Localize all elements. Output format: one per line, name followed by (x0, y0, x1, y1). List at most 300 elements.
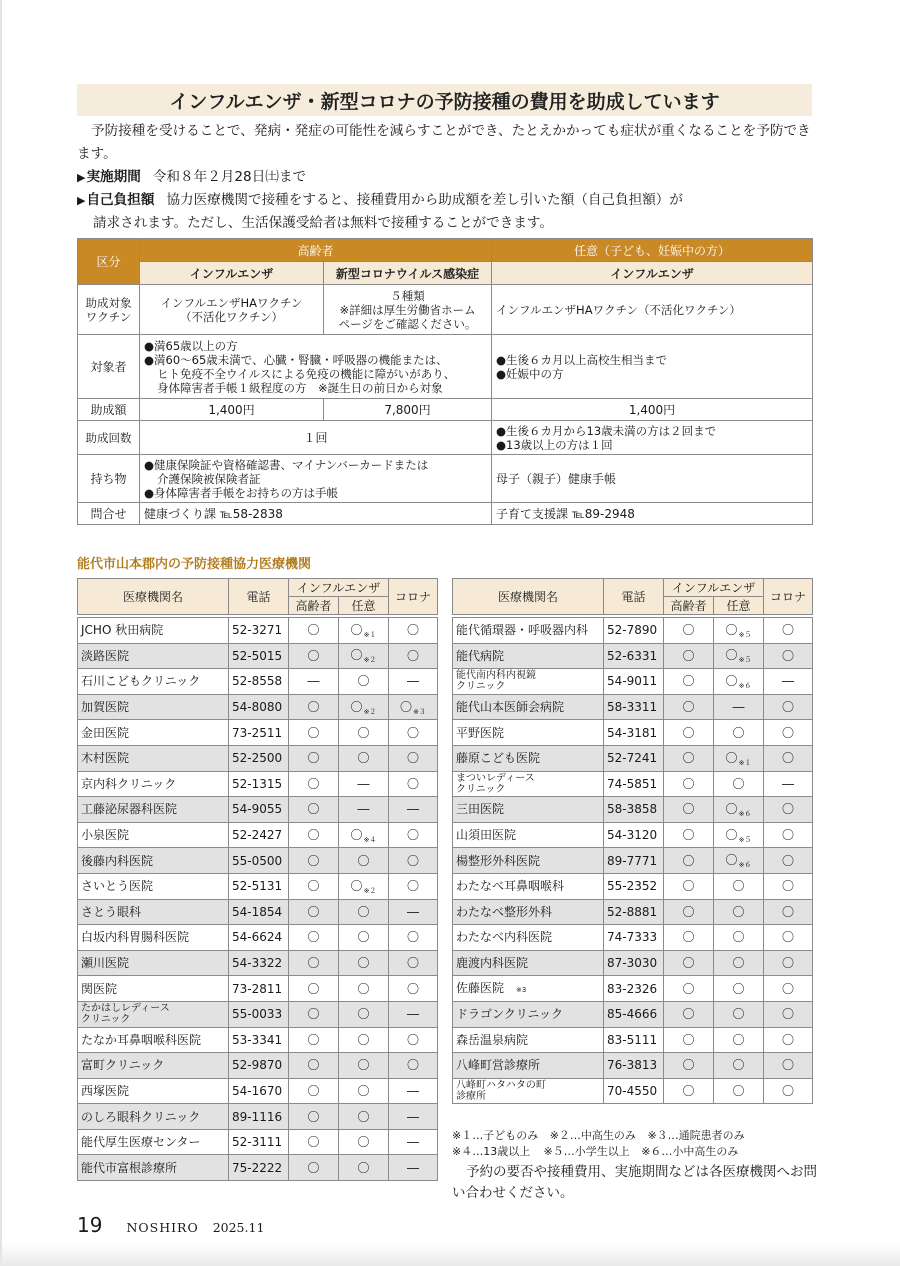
cell-items-optional: 母子（親子）健康手帳 (492, 455, 813, 503)
clinic-name (78, 1078, 229, 1104)
table-row (453, 618, 813, 644)
clinic-name-line: 白坂内科胃腸科医院 (81, 930, 190, 945)
availability-elderly (664, 1053, 714, 1079)
circle-mark-icon: 〇 (781, 648, 794, 663)
availability-note: ※５ (738, 656, 752, 665)
cell-count-optional (492, 421, 813, 455)
clinic-name (78, 899, 229, 925)
availability-elderly (289, 1129, 339, 1155)
clinic-tel: 54-3181 (604, 720, 664, 746)
availability-covid (764, 822, 813, 848)
clinic-tel: 52-3271 (229, 618, 289, 644)
dash-mark-icon: ― (407, 802, 419, 817)
circle-mark-icon: 〇 (725, 648, 738, 663)
clinic-name (453, 873, 604, 899)
clinic-tel: 52-7241 (604, 745, 664, 771)
clinic-tel: 83-5111 (604, 1027, 664, 1053)
clinic-tel: 74-7333 (604, 925, 664, 951)
clinic-name-line: 平野医院 (456, 725, 505, 740)
availability-optional (714, 669, 764, 695)
row-vaccine (78, 285, 813, 335)
circle-mark-icon: 〇 (406, 751, 419, 766)
table-row (78, 1104, 438, 1130)
issue-date: 2025.11 (212, 1220, 265, 1235)
circle-mark-icon: 〇 (350, 622, 363, 637)
clinic-tel: 55-0500 (229, 848, 289, 874)
header-elderly: 高齢者 (664, 597, 714, 615)
row-count (78, 421, 813, 455)
circle-mark-icon: 〇 (357, 930, 370, 945)
availability-optional (714, 1053, 764, 1079)
circle-mark-icon: 〇 (400, 699, 413, 714)
availability-note: ※６ (738, 809, 752, 818)
availability-optional (339, 976, 389, 1002)
clinic-tel: 52-2427 (229, 822, 289, 848)
availability-elderly (289, 643, 339, 669)
clinic-tel: 87-3030 (604, 950, 664, 976)
circle-mark-icon: 〇 (357, 1135, 370, 1150)
circle-mark-icon: 〇 (406, 828, 419, 843)
availability-optional (339, 669, 389, 695)
row-label-amount: 助成額 (78, 399, 140, 421)
availability-note: ※６ (738, 681, 752, 690)
clinic-tel: 52-2500 (229, 745, 289, 771)
availability-note: ※３ (413, 707, 426, 716)
clinic-tel: 55-2352 (604, 873, 664, 899)
cost-label: 自己負担額 (86, 192, 155, 208)
circle-mark-icon: 〇 (406, 1058, 419, 1073)
circle-mark-icon: 〇 (781, 956, 794, 971)
header-optional: 任意（子ども、妊娠中の方） (492, 239, 813, 262)
availability-covid (389, 976, 438, 1002)
circle-mark-icon: 〇 (682, 879, 695, 894)
table-row (453, 694, 813, 720)
dash-mark-icon: ― (407, 1109, 419, 1124)
circle-mark-icon: 〇 (307, 648, 320, 663)
dash-mark-icon: ― (782, 776, 794, 791)
availability-covid (764, 1027, 813, 1053)
clinic-tel: 52-5015 (229, 643, 289, 669)
clinic-name-line: 瀬川医院 (81, 956, 130, 971)
clinic-name-line: 金田医院 (81, 725, 130, 740)
clinic-name-line: 佐藤医院 (456, 980, 505, 995)
availability-elderly (289, 1027, 339, 1053)
footnote: ※６…小中高生のみ (641, 1145, 739, 1158)
row-contact (78, 503, 813, 525)
availability-covid (389, 1053, 438, 1079)
clinic-tel: 54-1670 (229, 1078, 289, 1104)
intro-section (77, 120, 817, 235)
availability-optional (339, 618, 389, 644)
availability-covid (389, 950, 438, 976)
clinic-name (453, 1027, 604, 1053)
availability-note: ※２ (363, 707, 377, 716)
availability-optional (714, 1027, 764, 1053)
header-elderly: 高齢者 (140, 239, 492, 262)
availability-covid (389, 669, 438, 695)
clinic-tel: 52-8881 (604, 899, 664, 925)
availability-optional (714, 950, 764, 976)
availability-note: ※１ (363, 630, 377, 639)
availability-covid (764, 720, 813, 746)
clinic-name (78, 1001, 229, 1027)
circle-mark-icon: 〇 (406, 623, 419, 638)
circle-mark-icon: 〇 (307, 1160, 320, 1175)
cell-vaccine-optional: インフルエンザHAワクチン（不活化ワクチン） (492, 285, 813, 335)
availability-covid (389, 1155, 438, 1181)
clinic-name (78, 720, 229, 746)
circle-mark-icon: 〇 (725, 827, 738, 842)
circle-mark-icon: 〇 (357, 904, 370, 919)
dash-mark-icon: ― (357, 802, 370, 817)
availability-elderly (664, 618, 714, 644)
clinic-name (78, 694, 229, 720)
header-optional: 任意 (714, 597, 764, 615)
clinic-name (78, 822, 229, 848)
table-row (453, 745, 813, 771)
dash-mark-icon: ― (407, 904, 419, 919)
clinic-name-line: さとう眼科 (81, 904, 142, 919)
cell-amount-optional: 1,400円 (492, 399, 813, 421)
triangle-bullet-icon: ▶ (77, 194, 86, 207)
clinic-tel: 70-4550 (604, 1078, 664, 1104)
clinic-name (78, 669, 229, 695)
footnote: ※１…子どものみ (452, 1129, 539, 1142)
contact-note: 予約の要否や接種費用、実施期間などは各医療機関へお問い合わせください。 (452, 1164, 817, 1201)
vaccine-elderly-line1: インフルエンザHAワクチン (160, 295, 303, 310)
circle-mark-icon: 〇 (725, 853, 738, 868)
clinic-name (453, 848, 604, 874)
availability-optional (714, 745, 764, 771)
availability-covid (764, 1001, 813, 1027)
availability-covid (764, 797, 813, 823)
circle-mark-icon: 〇 (781, 700, 794, 715)
items-elderly-line2: 介護保険被保険者証 (157, 471, 261, 486)
availability-covid (389, 771, 438, 797)
clinic-name-note: ※3 (516, 985, 527, 994)
clinic-name-line: 工藤泌尿器科医院 (81, 802, 178, 817)
row-amount (78, 399, 813, 421)
circle-mark-icon: 〇 (682, 930, 695, 945)
intro-paragraph: 予防接種を受けることで、発病・発症の可能性を減らすことができ、たとえかかっても症状が重くなることを予防できます。 (77, 123, 811, 162)
circle-mark-icon: 〇 (307, 981, 320, 996)
circle-mark-icon: 〇 (406, 981, 419, 996)
table-row (453, 720, 813, 746)
clinic-name-line: 楊整形外科医院 (456, 853, 541, 868)
availability-elderly (664, 643, 714, 669)
circle-mark-icon: 〇 (781, 904, 794, 919)
clinic-name-line: さいとう医院 (81, 879, 154, 894)
clinic-name-line: 淡路医院 (81, 648, 130, 663)
clinic-name (78, 1104, 229, 1130)
availability-note: ※５ (738, 835, 752, 844)
clinic-tel: 54-3322 (229, 950, 289, 976)
header-kubun: 区分 (78, 239, 140, 285)
header-influenza: インフルエンザ (289, 579, 389, 597)
table-row (453, 873, 813, 899)
availability-elderly (289, 848, 339, 874)
circle-mark-icon: 〇 (406, 725, 419, 740)
circle-mark-icon: 〇 (406, 1032, 419, 1047)
availability-covid (764, 950, 813, 976)
dash-mark-icon: ― (732, 700, 745, 715)
availability-optional (339, 797, 389, 823)
availability-optional (714, 822, 764, 848)
table-row (453, 925, 813, 951)
circle-mark-icon: 〇 (406, 956, 419, 971)
subheader-influenza-optional: インフルエンザ (492, 262, 813, 285)
circle-mark-icon: 〇 (357, 1058, 370, 1073)
table-row (78, 771, 438, 797)
clinic-name (453, 1078, 604, 1104)
availability-optional (714, 848, 764, 874)
clinic-name (453, 643, 604, 669)
circle-mark-icon: 〇 (781, 751, 794, 766)
circle-mark-icon: 〇 (725, 801, 738, 816)
header-tel: 電話 (604, 579, 664, 615)
clinic-name-line: 八峰町営診療所 (456, 1058, 541, 1073)
availability-optional (714, 1078, 764, 1104)
row-label-contact: 問合せ (78, 503, 140, 525)
circle-mark-icon: 〇 (732, 879, 745, 894)
availability-elderly (289, 950, 339, 976)
table-row (78, 720, 438, 746)
availability-covid (764, 745, 813, 771)
table-row (78, 694, 438, 720)
row-label-target: 対象者 (78, 335, 140, 399)
circle-mark-icon: 〇 (357, 725, 370, 740)
subheader-influenza: インフルエンザ (140, 262, 324, 285)
circle-mark-icon: 〇 (781, 1007, 794, 1022)
clinic-tel: 58-3311 (604, 694, 664, 720)
circle-mark-icon: 〇 (732, 956, 745, 971)
cost-item (77, 189, 817, 212)
availability-optional (339, 720, 389, 746)
circle-mark-icon: 〇 (781, 802, 794, 817)
clinic-tel: 54-9055 (229, 797, 289, 823)
availability-elderly (289, 976, 339, 1002)
table-row (453, 1053, 813, 1079)
availability-note: ※６ (738, 861, 752, 870)
header-covid: コロナ (764, 579, 813, 615)
circle-mark-icon: 〇 (732, 725, 745, 740)
cell-target-elderly (140, 335, 492, 399)
circle-mark-icon: 〇 (406, 853, 419, 868)
circle-mark-icon: 〇 (357, 981, 370, 996)
period-label: 実施期間 (86, 169, 141, 185)
circle-mark-icon: 〇 (682, 674, 695, 689)
availability-elderly (289, 618, 339, 644)
cell-items-elderly (140, 455, 492, 503)
clinic-name (453, 745, 604, 771)
header-covid: コロナ (389, 579, 438, 615)
clinic-name-line: 能代病院 (456, 648, 505, 663)
clinic-name (453, 797, 604, 823)
vaccine-covid-line2: ※詳細は厚生労働省ホーム (339, 302, 476, 317)
circle-mark-icon: 〇 (682, 981, 695, 996)
clinic-name-line: わたなべ耳鼻咽喉科 (456, 879, 565, 894)
target-elderly-line2: ●満60～65歳未満で、心臓・腎臓・呼吸器の機能または、 (144, 352, 448, 367)
clinic-name (78, 643, 229, 669)
availability-optional (339, 745, 389, 771)
magazine-name: NOSHIRO (126, 1220, 199, 1235)
clinic-tel: 76-3813 (604, 1053, 664, 1079)
clinic-tel: 73-2511 (229, 720, 289, 746)
circle-mark-icon: 〇 (682, 1083, 695, 1098)
clinic-tel: 89-1116 (229, 1104, 289, 1130)
availability-elderly (664, 745, 714, 771)
clinic-name-line: 森岳温泉病院 (456, 1032, 529, 1047)
clinic-name-line: ドラゴンクリニック (456, 1007, 564, 1022)
circle-mark-icon: 〇 (307, 956, 320, 971)
footnote: ※５…小学生以上 (543, 1145, 630, 1158)
circle-mark-icon: 〇 (357, 853, 370, 868)
table-row (78, 899, 438, 925)
clinic-name (78, 925, 229, 951)
availability-covid (764, 873, 813, 899)
table-row (78, 643, 438, 669)
circle-mark-icon: 〇 (682, 1058, 695, 1073)
clinic-name-line: のしろ眼科クリニック (81, 1109, 201, 1124)
table-row (78, 925, 438, 951)
count-optional-line2: ●13歳以上の方は１回 (496, 437, 613, 452)
table-row (453, 950, 813, 976)
availability-note: ※５ (738, 630, 752, 639)
availability-note: ※２ (363, 886, 377, 895)
availability-elderly (289, 1104, 339, 1130)
availability-covid (389, 899, 438, 925)
dash-mark-icon: ― (407, 1007, 419, 1022)
circle-mark-icon: 〇 (682, 956, 695, 971)
circle-mark-icon: 〇 (682, 853, 695, 868)
table-row (78, 1053, 438, 1079)
header-optional: 任意 (339, 597, 389, 615)
clinic-name-line: 八峰町ハタハタの町 (456, 1079, 546, 1091)
target-elderly-line4: 身体障害者手帳１級程度の方 ※誕生日の前日から対象 (157, 380, 443, 395)
footnotes (452, 1128, 822, 1160)
dash-mark-icon: ― (407, 1135, 419, 1150)
availability-covid (389, 822, 438, 848)
table-row (78, 797, 438, 823)
circle-mark-icon: 〇 (307, 776, 320, 791)
row-items (78, 455, 813, 503)
availability-elderly (664, 771, 714, 797)
availability-covid (389, 1027, 438, 1053)
circle-mark-icon: 〇 (682, 1007, 695, 1022)
dash-mark-icon: ― (407, 1083, 419, 1098)
page-title: インフルエンザ・新型コロナの予防接種の費用を助成しています (77, 84, 812, 116)
clinic-tel: 54-1854 (229, 899, 289, 925)
row-target (78, 335, 813, 399)
header-elderly: 高齢者 (289, 597, 339, 615)
circle-mark-icon: 〇 (781, 725, 794, 740)
circle-mark-icon: 〇 (307, 1083, 320, 1098)
circle-mark-icon: 〇 (307, 853, 320, 868)
table-row (78, 976, 438, 1002)
clinic-tel: 54-6624 (229, 925, 289, 951)
availability-covid (764, 899, 813, 925)
clinic-name-line: 能代市富根診療所 (81, 1160, 178, 1175)
availability-covid (764, 848, 813, 874)
clinic-name (78, 771, 229, 797)
clinic-name (78, 1129, 229, 1155)
availability-covid (389, 1104, 438, 1130)
circle-mark-icon: 〇 (307, 1058, 320, 1073)
circle-mark-icon: 〇 (350, 648, 363, 663)
circle-mark-icon: 〇 (725, 622, 738, 637)
clinic-name-line: 後藤内科医院 (81, 853, 154, 868)
table-row (78, 1155, 438, 1181)
clinic-name (453, 950, 604, 976)
availability-optional (339, 643, 389, 669)
availability-optional (339, 925, 389, 951)
availability-elderly (664, 669, 714, 695)
availability-covid (389, 694, 438, 720)
circle-mark-icon: 〇 (307, 828, 320, 843)
availability-elderly (289, 669, 339, 695)
footnote-row (452, 1128, 822, 1144)
clinic-tel: 52-1315 (229, 771, 289, 797)
clinic-name-line: 西塚医院 (81, 1083, 130, 1098)
availability-covid (389, 873, 438, 899)
table-row (78, 1129, 438, 1155)
availability-elderly (289, 873, 339, 899)
availability-optional (714, 925, 764, 951)
availability-elderly (664, 925, 714, 951)
circle-mark-icon: 〇 (732, 1007, 745, 1022)
table-row (78, 745, 438, 771)
availability-optional (714, 694, 764, 720)
cell-amount-covid: 7,800円 (324, 399, 492, 421)
circle-mark-icon: 〇 (307, 1032, 320, 1047)
availability-optional (339, 1104, 389, 1130)
circle-mark-icon: 〇 (682, 751, 695, 766)
availability-covid (764, 669, 813, 695)
availability-elderly (289, 899, 339, 925)
availability-covid (389, 848, 438, 874)
clinic-name (78, 1155, 229, 1181)
availability-optional (339, 694, 389, 720)
availability-optional (339, 1129, 389, 1155)
circle-mark-icon: 〇 (357, 751, 370, 766)
clinic-name (453, 976, 604, 1002)
circle-mark-icon: 〇 (682, 700, 695, 715)
table-row (453, 771, 813, 797)
clinic-name-line: 鹿渡内科医院 (456, 956, 529, 971)
circle-mark-icon: 〇 (781, 981, 794, 996)
circle-mark-icon: 〇 (725, 750, 738, 765)
clinic-name (78, 848, 229, 874)
table-row (78, 848, 438, 874)
availability-optional (339, 1027, 389, 1053)
availability-covid (389, 1129, 438, 1155)
circle-mark-icon: 〇 (682, 776, 695, 791)
circle-mark-icon: 〇 (357, 1109, 370, 1124)
clinic-name (78, 1027, 229, 1053)
period-value: 令和８年２月28日㈯まで (152, 169, 307, 185)
clinic-name (453, 822, 604, 848)
clinic-name (453, 1053, 604, 1079)
clinic-table-left (77, 578, 438, 1181)
clinic-tel: 54-8080 (229, 694, 289, 720)
circle-mark-icon: 〇 (350, 699, 363, 714)
clinic-name (453, 720, 604, 746)
table-row (453, 848, 813, 874)
vaccine-covid-line1: ５種類 (390, 288, 425, 303)
circle-mark-icon: 〇 (682, 802, 695, 817)
table-row (453, 1001, 813, 1027)
header-clinic-name: 医療機関名 (453, 579, 604, 615)
